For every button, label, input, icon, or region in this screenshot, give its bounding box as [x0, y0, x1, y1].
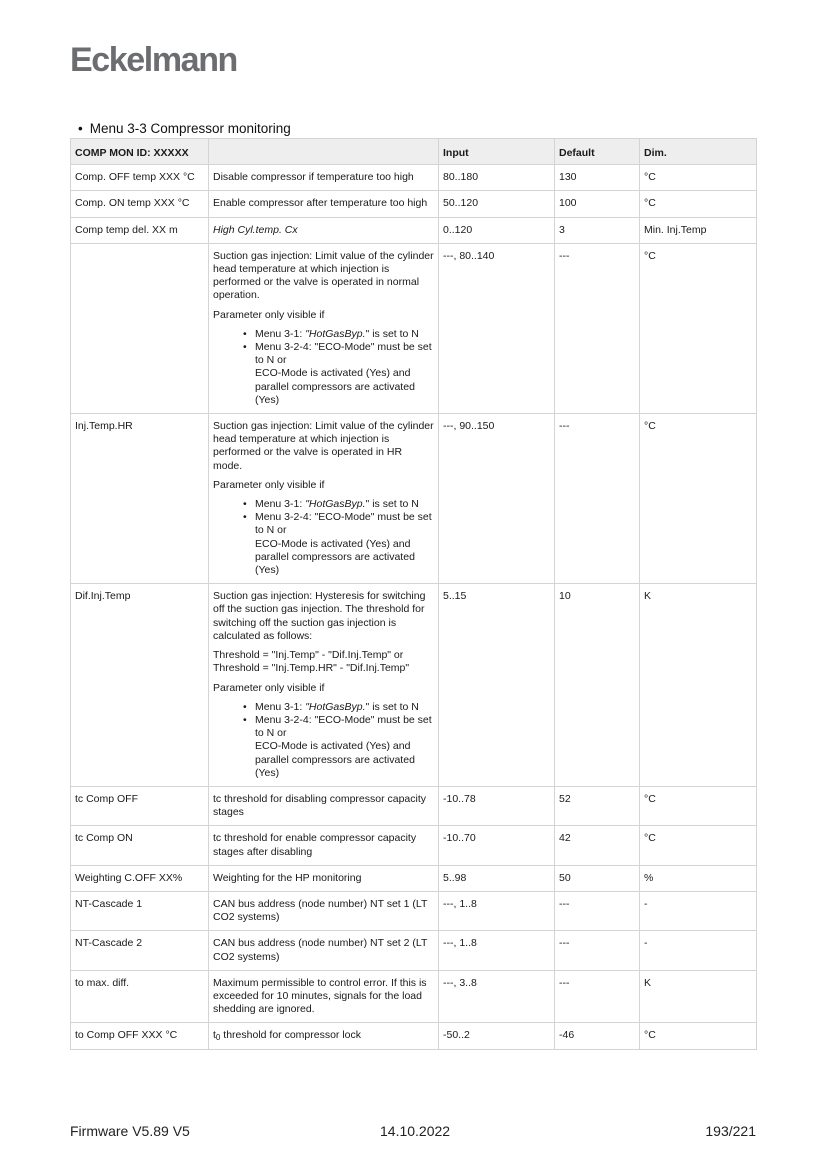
param-input: ---, 90..150 [439, 414, 555, 584]
footer-date: 14.10.2022 [380, 1123, 451, 1139]
param-dim: % [640, 865, 757, 891]
param-dim: °C [640, 786, 757, 825]
param-dim: °C [640, 414, 757, 584]
param-dim: - [640, 891, 757, 930]
table-row [71, 1023, 757, 1049]
param-input: ---, 1..8 [439, 931, 555, 970]
desc-text: Suction gas injection: Hysteresis for switching off the suction gas injection. The threshold for switching off the suction gas injection is calculated as follows: [213, 590, 426, 642]
footer-page-number: 193/221 [705, 1123, 756, 1139]
table-row [71, 584, 757, 787]
table-row [71, 243, 757, 413]
param-name: Weighting C.OFF XX% [71, 865, 209, 891]
param-input: ---, 80..140 [439, 243, 555, 413]
param-description: Enable compressor after temperature too high [209, 191, 439, 217]
param-description: tc threshold for enable compressor capacity stages after disabling [209, 826, 439, 865]
table-row [71, 891, 757, 930]
param-input: -10..70 [439, 826, 555, 865]
section-heading [78, 121, 291, 136]
param-dim: °C [640, 1023, 757, 1049]
condition-item: • Menu 3-2-4: "ECO-Mode" must be set to N or ECO-Mode is activated (Yes) and parallel compressors are activated (Yes) [255, 714, 434, 780]
param-input: 0..120 [439, 217, 555, 243]
footer-firmware: Firmware V5.89 V5 [70, 1123, 190, 1139]
param-default: 42 [555, 826, 640, 865]
param-dim: °C [640, 191, 757, 217]
param-default: --- [555, 243, 640, 413]
param-input: 5..98 [439, 865, 555, 891]
parameter-table [70, 138, 757, 1050]
param-default: 50 [555, 865, 640, 891]
param-name: Comp. OFF temp XXX °C [71, 165, 209, 191]
table-row [71, 931, 757, 970]
condition-list [213, 701, 434, 780]
param-dim: K [640, 584, 757, 787]
condition-item: • Menu 3-1: "HotGasByp." is set to N [255, 328, 434, 341]
header-description [209, 139, 439, 165]
desc-text: Suction gas injection: Limit value of the cylinder head temperature at which injection is performed or the valve is operated in normal operation. [213, 249, 434, 302]
table-row [71, 826, 757, 865]
param-input: -50..2 [439, 1023, 555, 1049]
table-row [71, 191, 757, 217]
param-description [209, 584, 439, 787]
condition-item: • Menu 3-1: "HotGasByp." is set to N [255, 498, 434, 511]
company-logo: Eckelmann [70, 41, 237, 79]
table-row [71, 865, 757, 891]
header-input: Input [439, 139, 555, 165]
header-dim: Dim. [640, 139, 757, 165]
param-input: ---, 1..8 [439, 891, 555, 930]
param-default: 100 [555, 191, 640, 217]
param-input: 80..180 [439, 165, 555, 191]
param-name: to Comp OFF XXX °C [71, 1023, 209, 1049]
param-description: $t_0$ threshold for compressor lock [209, 1023, 439, 1049]
param-default: 10 [555, 584, 640, 787]
section-title-text: Menu 3-3 Compressor monitoring [89, 121, 291, 136]
param-description: tc threshold for disabling compressor capacity stages [209, 786, 439, 825]
table-row [71, 217, 757, 243]
param-default: 52 [555, 786, 640, 825]
visibility-note: Parameter only visible if [213, 478, 325, 491]
table-row [71, 786, 757, 825]
param-description: CAN bus address (node number) NT set 2 (LT CO2 systems) [209, 931, 439, 970]
param-description: Weighting for the HP monitoring [209, 865, 439, 891]
header-id: COMP MON ID: XXXXX [71, 139, 209, 165]
param-description [209, 217, 439, 243]
param-dim: - [640, 931, 757, 970]
param-input: ---, 3..8 [439, 970, 555, 1023]
param-default: --- [555, 414, 640, 584]
param-dim: °C [640, 243, 757, 413]
condition-item: • Menu 3-1: "HotGasByp." is set to N [255, 701, 434, 714]
condition-item: • Menu 3-2-4: "ECO-Mode" must be set to N or ECO-Mode is activated (Yes) and parallel compressors are activated (Yes) [255, 341, 434, 407]
param-description: Disable compressor if temperature too high [209, 165, 439, 191]
param-name: Comp. ON temp XXX °C [71, 191, 209, 217]
visibility-note: Parameter only visible if [213, 681, 325, 694]
param-name: tc Comp OFF [71, 786, 209, 825]
param-name: Inj.Temp.HR [71, 414, 209, 584]
condition-list [213, 498, 434, 577]
header-default: Default [555, 139, 640, 165]
param-input: -10..78 [439, 786, 555, 825]
param-default: --- [555, 891, 640, 930]
param-name: NT-Cascade 1 [71, 891, 209, 930]
param-input: 5..15 [439, 584, 555, 787]
condition-list [213, 328, 434, 407]
param-description [209, 243, 439, 413]
param-name: tc Comp ON [71, 826, 209, 865]
table-row [71, 414, 757, 584]
param-dim: K [640, 970, 757, 1023]
param-dim: °C [640, 826, 757, 865]
param-name: NT-Cascade 2 [71, 931, 209, 970]
param-default: --- [555, 970, 640, 1023]
param-default: 3 [555, 217, 640, 243]
param-name: Dif.Inj.Temp [71, 584, 209, 787]
param-input: 50..120 [439, 191, 555, 217]
param-name: to max. diff. [71, 970, 209, 1023]
formula: Threshold = "Inj.Temp" - "Dif.Inj.Temp" or Threshold = "Inj.Temp.HR" - "Dif.Inj.Temp" [213, 649, 410, 675]
param-description [209, 414, 439, 584]
visibility-note: Parameter only visible if [213, 308, 325, 321]
param-default: 130 [555, 165, 640, 191]
param-description-italic: High Cyl.temp. Cx [213, 223, 298, 236]
param-name [71, 243, 209, 413]
param-description: Maximum permissible to control error. If this is exceeded for 10 minutes, signals for the load shedding are ignored. [209, 970, 439, 1023]
table-header-row [71, 139, 757, 165]
param-description: CAN bus address (node number) NT set 1 (LT CO2 systems) [209, 891, 439, 930]
table-row [71, 165, 757, 191]
param-dim: Min. Inj.Temp [640, 217, 757, 243]
param-default: --- [555, 931, 640, 970]
bullet: • [78, 121, 83, 136]
condition-item: • Menu 3-2-4: "ECO-Mode" must be set to N or ECO-Mode is activated (Yes) and parallel compressors are activated (Yes) [255, 511, 434, 577]
param-default: -46 [555, 1023, 640, 1049]
param-dim: °C [640, 165, 757, 191]
param-name: Comp temp del. XX m [71, 217, 209, 243]
desc-text: Suction gas injection: Limit value of the cylinder head temperature at which injection is performed or the valve is operated in HR mode. [213, 420, 434, 472]
table-row [71, 970, 757, 1023]
